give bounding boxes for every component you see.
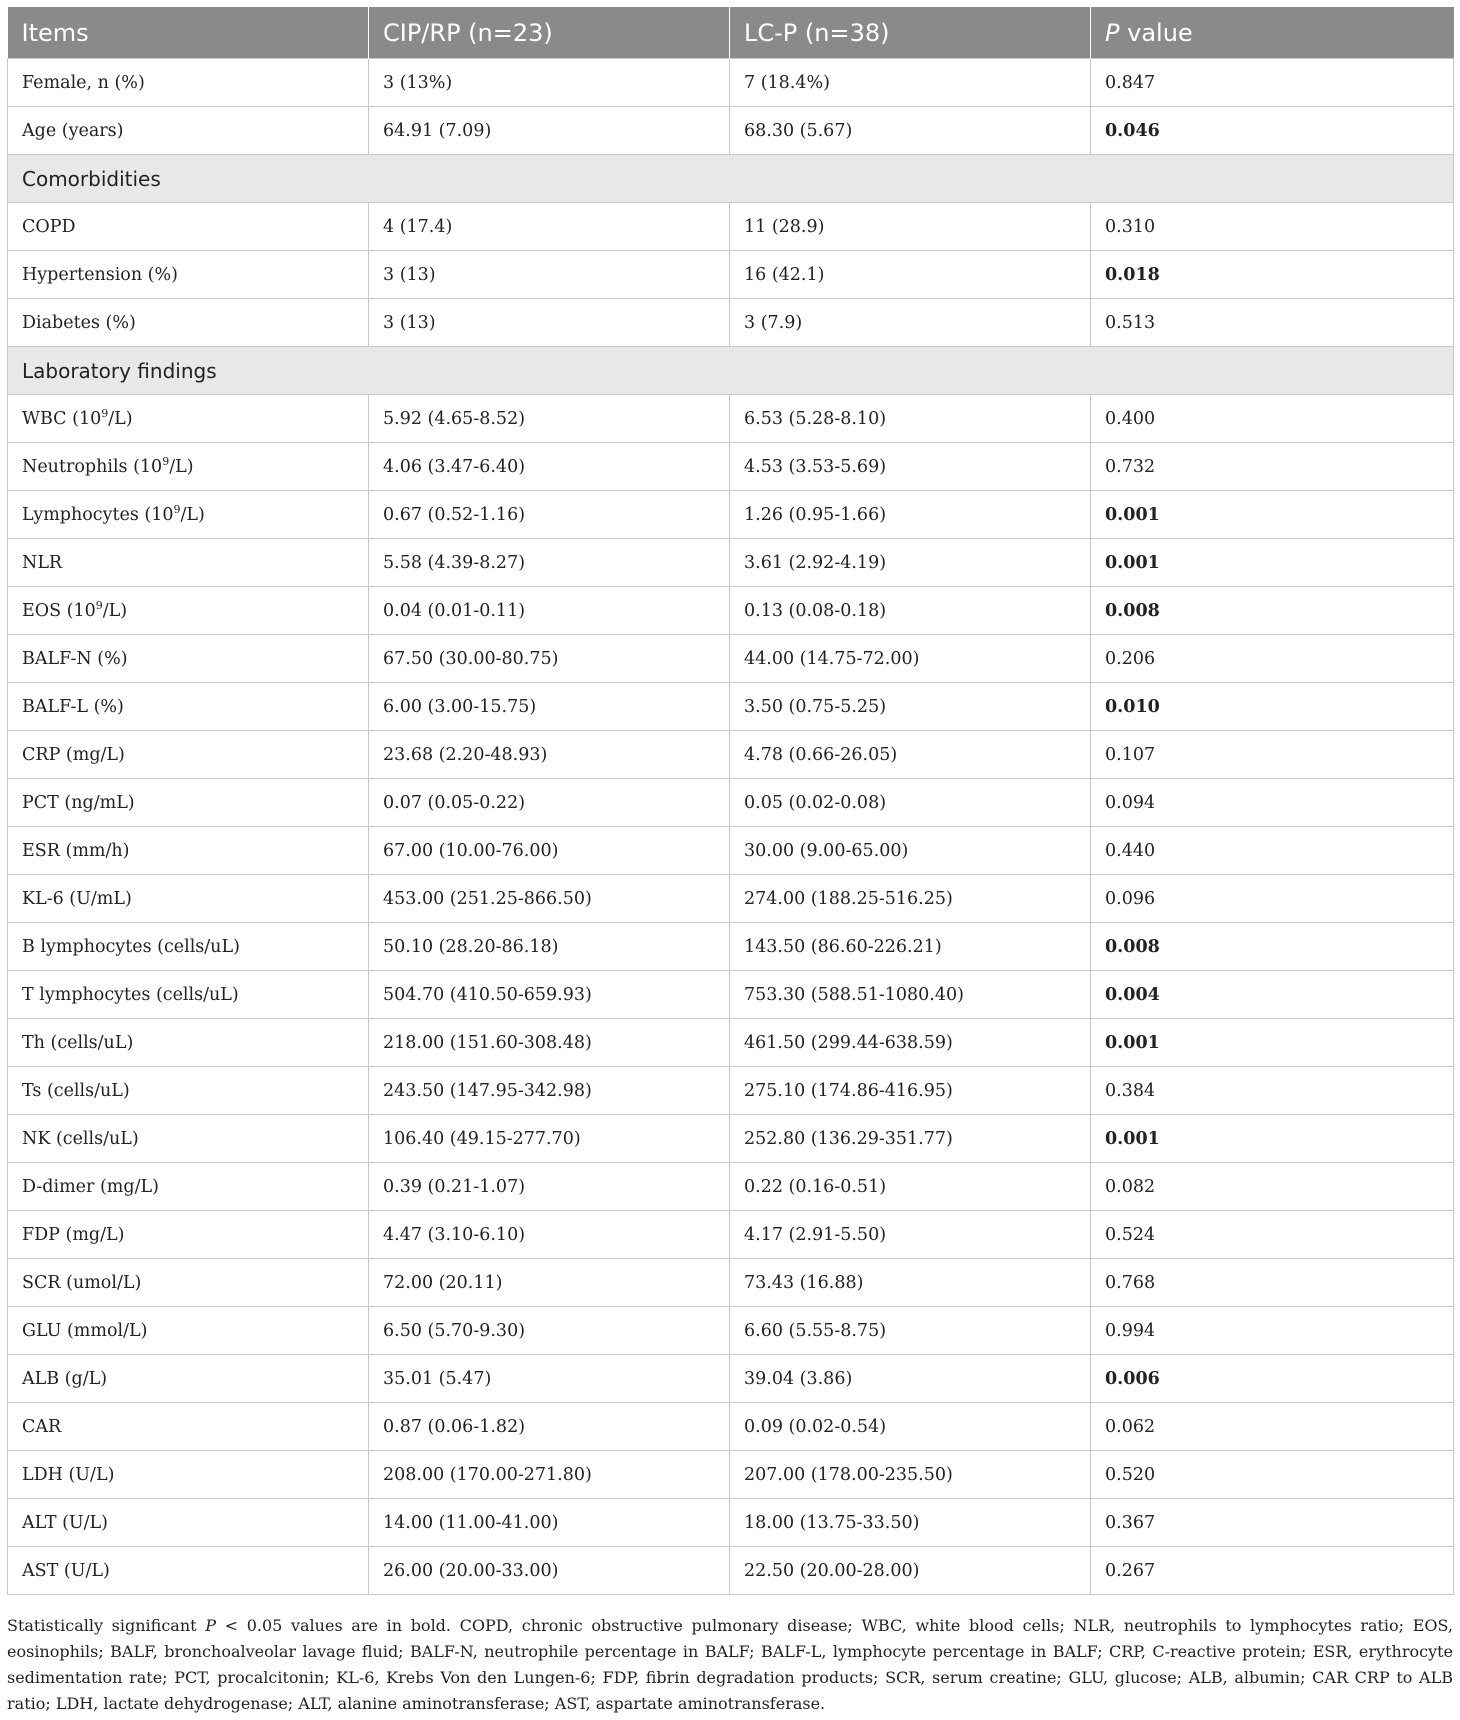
cell-item (8, 59, 369, 107)
header-items: Items (8, 7, 369, 59)
table-row (8, 1067, 1454, 1115)
table-row (8, 923, 1454, 971)
cell-p-value: 0.046 (1091, 107, 1454, 155)
cell-lc-p: 68.30 (5.67) (730, 107, 1091, 155)
header-p-italic: P (1105, 18, 1120, 47)
cell-cip-rp: 23.68 (2.20-48.93) (369, 731, 730, 779)
cell-cip-rp: 5.58 (4.39-8.27) (369, 539, 730, 587)
cell-p-value: 0.010 (1091, 683, 1454, 731)
item-label: AST (U/L) (22, 1560, 110, 1581)
section-heading: Laboratory findings (8, 347, 1454, 395)
cell-item (8, 1115, 369, 1163)
cell-cip-rp: 0.39 (0.21-1.07) (369, 1163, 730, 1211)
item-label: NK (cells/uL) (22, 1128, 139, 1149)
item-label: BALF-L (%) (22, 696, 124, 717)
section-heading: Comorbidities (8, 155, 1454, 203)
cell-cip-rp: 67.50 (30.00-80.75) (369, 635, 730, 683)
cell-cip-rp: 67.00 (10.00-76.00) (369, 827, 730, 875)
cell-p-value: 0.001 (1091, 1115, 1454, 1163)
cell-item (8, 491, 369, 539)
cell-item (8, 251, 369, 299)
cell-p-value: 0.267 (1091, 1547, 1454, 1595)
item-unit: /L) (180, 504, 205, 525)
cell-cip-rp: 5.92 (4.65-8.52) (369, 395, 730, 443)
table-row (8, 59, 1454, 107)
table-row (8, 1355, 1454, 1403)
item-label: ALT (U/L) (22, 1512, 108, 1533)
cell-item (8, 779, 369, 827)
item-label: COPD (22, 216, 76, 237)
cell-p-value: 0.008 (1091, 587, 1454, 635)
header-row (8, 7, 1454, 59)
item-superscript: 9 (162, 454, 170, 468)
cell-cip-rp: 0.67 (0.52-1.16) (369, 491, 730, 539)
table-row (8, 443, 1454, 491)
header-p-value (1091, 7, 1454, 59)
cell-p-value: 0.008 (1091, 923, 1454, 971)
table-row (8, 251, 1454, 299)
table-row (8, 1019, 1454, 1067)
cell-item (8, 1211, 369, 1259)
cell-p-value: 0.384 (1091, 1067, 1454, 1115)
cell-cip-rp: 4.47 (3.10-6.10) (369, 1211, 730, 1259)
table-row (8, 1547, 1454, 1595)
cell-item (8, 1499, 369, 1547)
item-superscript: 9 (173, 502, 181, 516)
cell-cip-rp: 72.00 (20.11) (369, 1259, 730, 1307)
cell-p-value: 0.513 (1091, 299, 1454, 347)
cell-p-value: 0.206 (1091, 635, 1454, 683)
item-label: Lymphocytes (10 (22, 504, 174, 525)
cell-item (8, 1259, 369, 1307)
cell-p-value: 0.768 (1091, 1259, 1454, 1307)
item-label: SCR (umol/L) (22, 1272, 142, 1293)
table-row (8, 635, 1454, 683)
table-row (8, 491, 1454, 539)
cell-cip-rp: 4 (17.4) (369, 203, 730, 251)
cell-lc-p: 4.17 (2.91-5.50) (730, 1211, 1091, 1259)
cell-item (8, 731, 369, 779)
cell-cip-rp: 64.91 (7.09) (369, 107, 730, 155)
cell-item (8, 443, 369, 491)
cell-cip-rp: 504.70 (410.50-659.93) (369, 971, 730, 1019)
cell-lc-p: 39.04 (3.86) (730, 1355, 1091, 1403)
table-row (8, 395, 1454, 443)
cell-lc-p: 252.80 (136.29-351.77) (730, 1115, 1091, 1163)
cell-p-value: 0.006 (1091, 1355, 1454, 1403)
cell-cip-rp: 3 (13) (369, 299, 730, 347)
table-row (8, 827, 1454, 875)
item-label: ESR (mm/h) (22, 840, 130, 861)
header-cip-rp: CIP/RP (n=23) (369, 7, 730, 59)
cell-lc-p: 3.61 (2.92-4.19) (730, 539, 1091, 587)
cell-item (8, 1355, 369, 1403)
cell-cip-rp: 0.07 (0.05-0.22) (369, 779, 730, 827)
cell-item (8, 395, 369, 443)
cell-lc-p: 3 (7.9) (730, 299, 1091, 347)
header-value-label: value (1119, 18, 1193, 47)
cell-lc-p: 7 (18.4%) (730, 59, 1091, 107)
item-label: FDP (mg/L) (22, 1224, 125, 1245)
item-label: Hypertension (%) (22, 264, 178, 285)
table-row (8, 1499, 1454, 1547)
cell-lc-p: 22.50 (20.00-28.00) (730, 1547, 1091, 1595)
cell-lc-p: 207.00 (178.00-235.50) (730, 1451, 1091, 1499)
cell-lc-p: 143.50 (86.60-226.21) (730, 923, 1091, 971)
footnote-part1: Statistically significant (7, 1616, 206, 1635)
cell-p-value: 0.400 (1091, 395, 1454, 443)
header-lc-p: LC-P (n=38) (730, 7, 1091, 59)
cell-p-value: 0.367 (1091, 1499, 1454, 1547)
item-unit: /L) (102, 600, 128, 621)
cell-p-value: 0.001 (1091, 539, 1454, 587)
cell-p-value: 0.001 (1091, 491, 1454, 539)
table-row (8, 1259, 1454, 1307)
item-label: Age (years) (22, 120, 124, 141)
table-body (8, 59, 1454, 1595)
cell-cip-rp: 453.00 (251.25-866.50) (369, 875, 730, 923)
cell-lc-p: 30.00 (9.00-65.00) (730, 827, 1091, 875)
cell-p-value: 0.096 (1091, 875, 1454, 923)
item-label: B lymphocytes (cells/uL) (22, 936, 240, 957)
cell-lc-p: 0.09 (0.02-0.54) (730, 1403, 1091, 1451)
cell-item (8, 1019, 369, 1067)
cell-p-value: 0.094 (1091, 779, 1454, 827)
item-unit: /L) (108, 408, 133, 429)
cell-item (8, 107, 369, 155)
cell-p-value: 0.994 (1091, 1307, 1454, 1355)
item-superscript: 9 (101, 406, 109, 420)
table-footnote (7, 1613, 1453, 1717)
cell-p-value: 0.732 (1091, 443, 1454, 491)
table-row (8, 1211, 1454, 1259)
cell-lc-p: 4.78 (0.66-26.05) (730, 731, 1091, 779)
table-row (8, 203, 1454, 251)
table-row (8, 107, 1454, 155)
item-label: PCT (ng/mL) (22, 792, 135, 813)
item-label: WBC (10 (22, 408, 102, 429)
cell-item (8, 587, 369, 635)
cell-item (8, 1451, 369, 1499)
cell-lc-p: 16 (42.1) (730, 251, 1091, 299)
cell-lc-p: 274.00 (188.25-516.25) (730, 875, 1091, 923)
section-row (8, 347, 1454, 395)
table-row (8, 731, 1454, 779)
cell-item (8, 1067, 369, 1115)
table-row (8, 539, 1454, 587)
cell-cip-rp: 4.06 (3.47-6.40) (369, 443, 730, 491)
cell-cip-rp: 208.00 (170.00-271.80) (369, 1451, 730, 1499)
cell-item (8, 827, 369, 875)
item-label: EOS (10 (22, 600, 96, 621)
cell-p-value: 0.018 (1091, 251, 1454, 299)
item-label: NLR (22, 552, 63, 573)
cell-item (8, 539, 369, 587)
cell-p-value: 0.524 (1091, 1211, 1454, 1259)
cell-cip-rp: 50.10 (28.20-86.18) (369, 923, 730, 971)
cell-lc-p: 44.00 (14.75-72.00) (730, 635, 1091, 683)
table-row (8, 1451, 1454, 1499)
item-label: CAR (22, 1416, 62, 1437)
table-row (8, 1163, 1454, 1211)
cell-cip-rp: 0.87 (0.06-1.82) (369, 1403, 730, 1451)
item-label: Diabetes (%) (22, 312, 136, 333)
cell-p-value: 0.062 (1091, 1403, 1454, 1451)
table-row (8, 1115, 1454, 1163)
cell-lc-p: 11 (28.9) (730, 203, 1091, 251)
table-row (8, 779, 1454, 827)
cell-lc-p: 73.43 (16.88) (730, 1259, 1091, 1307)
cell-item (8, 875, 369, 923)
table-row (8, 587, 1454, 635)
cell-cip-rp: 218.00 (151.60-308.48) (369, 1019, 730, 1067)
item-label: GLU (mmol/L) (22, 1320, 148, 1341)
cell-lc-p: 6.53 (5.28-8.10) (730, 395, 1091, 443)
table-row (8, 971, 1454, 1019)
item-label: T lymphocytes (cells/uL) (22, 984, 239, 1005)
cell-p-value: 0.520 (1091, 1451, 1454, 1499)
cell-cip-rp: 6.50 (5.70-9.30) (369, 1307, 730, 1355)
cell-lc-p: 4.53 (3.53-5.69) (730, 443, 1091, 491)
cell-cip-rp: 3 (13) (369, 251, 730, 299)
item-label: BALF-N (%) (22, 648, 128, 669)
cell-lc-p: 0.05 (0.02-0.08) (730, 779, 1091, 827)
item-label: LDH (U/L) (22, 1464, 115, 1485)
comparison-table (7, 7, 1454, 1595)
cell-lc-p: 1.26 (0.95-1.66) (730, 491, 1091, 539)
cell-cip-rp: 35.01 (5.47) (369, 1355, 730, 1403)
item-label: Female, n (%) (22, 72, 145, 93)
cell-cip-rp: 0.04 (0.01-0.11) (369, 587, 730, 635)
item-label: Neutrophils (10 (22, 456, 163, 477)
cell-p-value: 0.440 (1091, 827, 1454, 875)
table-row (8, 1403, 1454, 1451)
table-row (8, 683, 1454, 731)
item-superscript: 9 (95, 598, 103, 612)
cell-lc-p: 275.10 (174.86-416.95) (730, 1067, 1091, 1115)
item-label: ALB (g/L) (22, 1368, 108, 1389)
item-label: D-dimer (mg/L) (22, 1176, 159, 1197)
cell-p-value: 0.004 (1091, 971, 1454, 1019)
item-unit: /L) (169, 456, 194, 477)
table-row (8, 875, 1454, 923)
cell-item (8, 203, 369, 251)
cell-lc-p: 3.50 (0.75-5.25) (730, 683, 1091, 731)
cell-item (8, 1547, 369, 1595)
cell-p-value: 0.001 (1091, 1019, 1454, 1067)
cell-lc-p: 6.60 (5.55-8.75) (730, 1307, 1091, 1355)
section-row (8, 155, 1454, 203)
cell-item (8, 971, 369, 1019)
item-label: KL-6 (U/mL) (22, 888, 132, 909)
cell-lc-p: 753.30 (588.51-1080.40) (730, 971, 1091, 1019)
cell-lc-p: 18.00 (13.75-33.50) (730, 1499, 1091, 1547)
cell-cip-rp: 3 (13%) (369, 59, 730, 107)
cell-cip-rp: 26.00 (20.00-33.00) (369, 1547, 730, 1595)
table-row (8, 1307, 1454, 1355)
cell-p-value: 0.847 (1091, 59, 1454, 107)
cell-p-value: 0.107 (1091, 731, 1454, 779)
cell-lc-p: 0.13 (0.08-0.18) (730, 587, 1091, 635)
table-row (8, 299, 1454, 347)
cell-cip-rp: 243.50 (147.95-342.98) (369, 1067, 730, 1115)
cell-item (8, 299, 369, 347)
cell-cip-rp: 6.00 (3.00-15.75) (369, 683, 730, 731)
cell-item (8, 683, 369, 731)
cell-p-value: 0.082 (1091, 1163, 1454, 1211)
cell-lc-p: 461.50 (299.44-638.59) (730, 1019, 1091, 1067)
cell-lc-p: 0.22 (0.16-0.51) (730, 1163, 1091, 1211)
cell-p-value: 0.310 (1091, 203, 1454, 251)
footnote-p-italic: P (205, 1616, 216, 1635)
cell-item (8, 635, 369, 683)
cell-item (8, 1307, 369, 1355)
item-label: CRP (mg/L) (22, 744, 125, 765)
footnote-part2: < 0.05 values are in bold. COPD, chronic obstructive pulmonary disease; WBC, white blood cells; NLR, neutrophils to lymphocytes ratio; EOS, eosinophils; BALF, bronchoalveolar lavage fluid; BALF-N, neutrophile percentage in BALF; BALF-L, lymphocyte percentage in BALF; CRP, C-reactive protein; ESR, erythrocyte sedimentation rate; PCT, procalcitonin; KL-6, Krebs Von den Lungen-6; FDP, fibrin degradation products; SCR, serum creatine; GLU, glucose; ALB, albumin; CAR CRP to ALB ratio; LDH, lactate dehydrogenase; ALT, alanine aminotransferase; AST, aspartate aminotransferase. (7, 1616, 1453, 1713)
item-label: Th (cells/uL) (22, 1032, 134, 1053)
cell-cip-rp: 14.00 (11.00-41.00) (369, 1499, 730, 1547)
item-label: Ts (cells/uL) (22, 1080, 130, 1101)
cell-item (8, 1163, 369, 1211)
cell-item (8, 923, 369, 971)
cell-item (8, 1403, 369, 1451)
data-table-container (7, 7, 1453, 1595)
cell-cip-rp: 106.40 (49.15-277.70) (369, 1115, 730, 1163)
